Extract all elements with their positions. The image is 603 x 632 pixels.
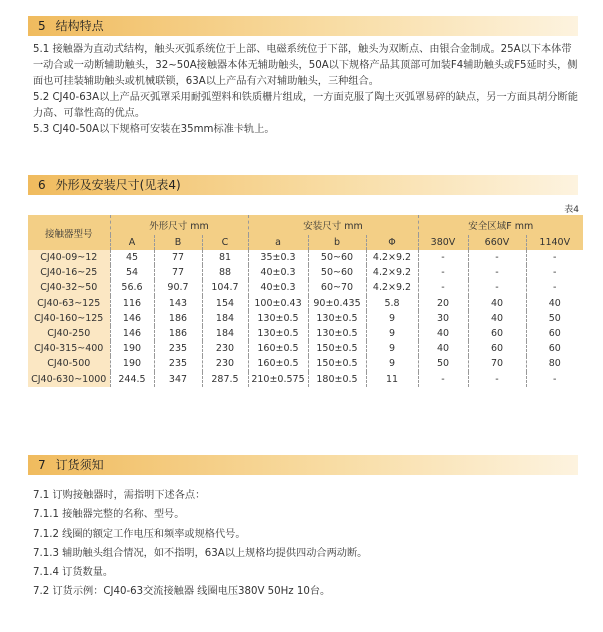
dimension-table <box>28 215 583 387</box>
value-cell: 210±0.575 <box>248 372 308 387</box>
section-5-number: 5 <box>38 19 46 33</box>
value-cell: 130±0.5 <box>248 326 308 341</box>
subheader-cell: B <box>154 235 202 250</box>
table-row <box>28 280 583 295</box>
value-cell: 230 <box>202 356 248 371</box>
value-cell: 244.5 <box>110 372 154 387</box>
value-cell: 50 <box>548 312 561 324</box>
section-7-number: 7 <box>38 458 46 472</box>
value-cell: 146 <box>110 326 154 341</box>
subheader-cell: A <box>110 235 154 250</box>
value-cell: - <box>553 373 557 385</box>
value-cell: 116 <box>110 296 154 311</box>
table-header-row <box>28 215 583 235</box>
value-cell: 104.7 <box>202 280 248 295</box>
value-cell: 56.6 <box>110 280 154 295</box>
value-cell: 130±0.5 <box>308 326 366 341</box>
value-cell: 180±0.5 <box>308 372 366 387</box>
value-cell: - <box>468 250 526 265</box>
value-cell: 40 <box>468 296 526 311</box>
table-row <box>28 341 583 356</box>
value-cell: 130±0.5 <box>308 311 366 326</box>
value-cell: 11 <box>366 372 418 387</box>
model-cell: CJ40-500 <box>28 356 110 371</box>
model-cell: CJ40-32~50 <box>28 280 110 295</box>
value-cell: 287.5 <box>202 372 248 387</box>
subheader-cell: b <box>308 235 366 250</box>
value-cell: - <box>468 372 526 387</box>
section-5-header <box>28 16 578 36</box>
value-cell: 81 <box>202 250 248 265</box>
value-cell: 20 <box>418 296 468 311</box>
value-cell: 160±0.5 <box>248 341 308 356</box>
value-cell: 70 <box>468 356 526 371</box>
value-cell: 40 <box>548 297 561 309</box>
value-cell: 186 <box>154 326 202 341</box>
value-cell: 230 <box>202 341 248 356</box>
subheader-cell: a <box>248 235 308 250</box>
subheader-cell: C <box>202 235 248 250</box>
value-cell: - <box>553 282 557 294</box>
model-cell: CJ40-16~25 <box>28 265 110 280</box>
value-cell: 50~60 <box>308 265 366 280</box>
value-cell: 9 <box>366 341 418 356</box>
header-model: 接触器型号 <box>28 215 110 250</box>
value-cell: 88 <box>202 265 248 280</box>
value-cell: 190 <box>110 356 154 371</box>
value-cell: 347 <box>154 372 202 387</box>
section-6-title: 外形及安装尺寸(见表4) <box>55 178 181 192</box>
section-6-header <box>28 175 578 195</box>
model-cell: CJ40-160~125 <box>28 311 110 326</box>
value-cell: 9 <box>366 356 418 371</box>
value-cell: 40±0.3 <box>248 280 308 295</box>
value-cell: 235 <box>154 356 202 371</box>
value-cell: 40 <box>418 326 468 341</box>
table-row <box>28 265 583 280</box>
subheader-cell: 660V <box>468 235 526 250</box>
value-cell: - <box>418 372 468 387</box>
subheader-cell: 1140V <box>526 235 583 250</box>
subheader-cell: Φ <box>366 235 418 250</box>
value-cell: 50 <box>418 356 468 371</box>
value-cell: 4.2×9.2 <box>366 250 418 265</box>
section-7-title: 订货须知 <box>55 458 104 472</box>
value-cell: 5.8 <box>366 296 418 311</box>
value-cell: 190 <box>110 341 154 356</box>
value-cell: 184 <box>202 326 248 341</box>
paragraph-5-3: 5.3 CJ40-50A以下规格可安装在35mm标准卡轨上。 <box>33 124 275 135</box>
value-cell: 60 <box>468 326 526 341</box>
section-5-title: 结构特点 <box>55 19 104 33</box>
value-cell: 60 <box>548 328 561 340</box>
value-cell: 77 <box>154 265 202 280</box>
value-cell: 35±0.3 <box>248 250 308 265</box>
value-cell: 100±0.43 <box>248 296 308 311</box>
order-line: 7.1 订购接触器时，需指明下述各点： <box>33 490 206 501</box>
header-install: 安装尺寸 mm <box>248 215 418 235</box>
value-cell: 30 <box>418 311 468 326</box>
value-cell: 40±0.3 <box>248 265 308 280</box>
value-cell: 4.2×9.2 <box>366 265 418 280</box>
section-5-body <box>33 42 578 138</box>
model-cell: CJ40-630~1000 <box>28 372 110 387</box>
subheader-cell: 380V <box>418 235 468 250</box>
value-cell: 154 <box>202 296 248 311</box>
value-cell: 90±0.435 <box>308 296 366 311</box>
value-cell: 50~60 <box>308 250 366 265</box>
value-cell: 60~70 <box>308 280 366 295</box>
order-line: 7.1.4 订货数量。 <box>33 567 114 579</box>
paragraph-5-1: 5.1 接触器为直动式结构，触头灭弧系统位于上部、电磁系统位于下部，触头为双断点、由银合金制成。25A以下本体带一动合或一动断辅助触头，32~50A接触器本体无辅助触头，50A以下规格产品其顶部可加装F4辅助触头或F5延时头，侧面也可挂装辅助触头或机械联锁，63A以上产品有六对辅助触头，三种组合。 <box>33 44 578 87</box>
table-row <box>28 326 583 341</box>
value-cell: 150±0.5 <box>308 341 366 356</box>
model-cell: CJ40-09~12 <box>28 250 110 265</box>
value-cell: 143 <box>154 296 202 311</box>
value-cell: 40 <box>468 311 526 326</box>
paragraph-5-2: 5.2 CJ40-63A以上产品灭弧罩采用耐弧塑料和铁质栅片组成，一方面克服了陶土灭弧罩易碎的缺点，另一方面具胡分断能力高、可靠性高的优点。 <box>33 92 578 119</box>
table-row <box>28 296 583 311</box>
value-cell: 4.2×9.2 <box>366 280 418 295</box>
order-line: 7.1.3 辅助触头组合情况，如不指明，63A以上规格均提供四动合两动断。 <box>33 547 368 559</box>
value-cell: - <box>418 265 468 280</box>
value-cell: 80 <box>548 358 561 370</box>
value-cell: 40 <box>418 341 468 356</box>
table-body <box>28 250 583 387</box>
value-cell: - <box>418 280 468 295</box>
table-note: 表4 <box>564 205 579 215</box>
value-cell: 130±0.5 <box>248 311 308 326</box>
value-cell: 235 <box>154 341 202 356</box>
order-instructions <box>33 486 578 602</box>
value-cell: 77 <box>154 250 202 265</box>
value-cell: 54 <box>110 265 154 280</box>
value-cell: - <box>553 267 557 279</box>
value-cell: - <box>468 280 526 295</box>
value-cell: 146 <box>110 311 154 326</box>
table-row <box>28 372 583 387</box>
order-line: 7.1.2 线圈的额定工作电压和频率或规格代号。 <box>33 528 246 540</box>
header-safety: 安全区域F mm <box>418 215 583 235</box>
header-outline: 外形尺寸 mm <box>110 215 248 235</box>
value-cell: 184 <box>202 311 248 326</box>
value-cell: 60 <box>548 343 561 355</box>
model-cell: CJ40-63~125 <box>28 296 110 311</box>
section-7-header <box>28 455 578 475</box>
value-cell: 60 <box>468 341 526 356</box>
order-line: 7.2 订货示例：CJ40-63交流接触器 线圈电压380V 50Hz 10台。 <box>33 586 331 598</box>
model-cell: CJ40-250 <box>28 326 110 341</box>
value-cell: 186 <box>154 311 202 326</box>
table-row <box>28 250 583 265</box>
value-cell: 150±0.5 <box>308 356 366 371</box>
value-cell: 9 <box>366 326 418 341</box>
value-cell: - <box>418 250 468 265</box>
value-cell: 9 <box>366 311 418 326</box>
order-line: 7.1.1 接触器完整的名称、型号。 <box>33 509 185 521</box>
value-cell: - <box>553 252 557 264</box>
value-cell: - <box>468 265 526 280</box>
value-cell: 90.7 <box>154 280 202 295</box>
table-row <box>28 356 583 371</box>
value-cell: 160±0.5 <box>248 356 308 371</box>
table-row <box>28 311 583 326</box>
value-cell: 45 <box>110 250 154 265</box>
section-6-number: 6 <box>38 178 46 192</box>
table-subheader-row <box>28 235 583 250</box>
model-cell: CJ40-315~400 <box>28 341 110 356</box>
